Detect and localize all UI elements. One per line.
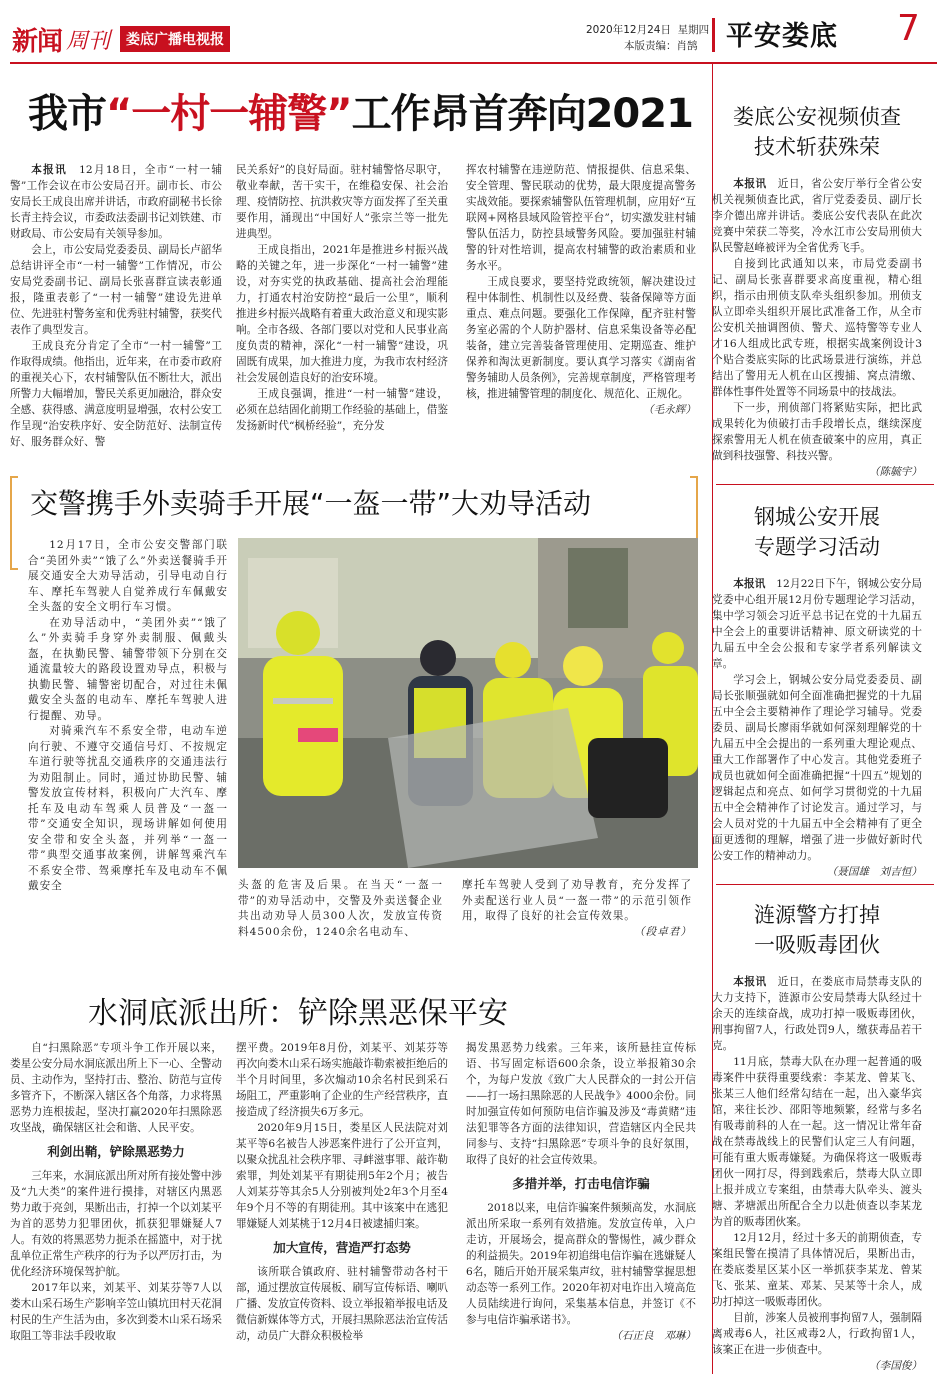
page-editor: 本版责编：肖鹄 [624, 40, 698, 52]
right-headline-3 [712, 900, 922, 960]
weekly-label: 周刊 [66, 28, 111, 54]
paragraph: 揭发黑恶势力线索。三年来，该所悬挂宣传标语、书写固定标语600余条，设立举报箱30余个，为每户发放《致广大人民群众的一封公开信——打一场扫黑除恶的人民战争》4000余份。同时加强宣传如何预防电信诈骗及涉及“毒黄赌”违法犯罪等各方面的法律知识，营造辖区内全民共同参与、支持“扫黑除恶”专项斗争的良好氛围，取得了良好的社会宣传效果。 [466, 1042, 696, 1166]
paragraph: 头盔的危害及后果。在当天“一盔一带”的劝导活动中，交警及外卖送餐企业共出动劝导人员300人次，发放宣传资料4500余份，1240余名电动车、 [238, 879, 443, 938]
paragraph: 摩托车驾驶人受到了劝导教育，充分发挥了外卖配送行业人员“一盔一带”的示范引领作用，取得了良好的社会宣传效果。 [462, 879, 692, 922]
paragraph: 11月底，禁毒大队在办理一起普通的吸毒案件中获得重要线索：李某龙、曾某飞、张某三人他们经常勾结在一起，出入豪华宾馆，来往长沙、邵阳等地频繁，经常与多名有吸毒前科的人在一起。这一情况让常年奋战在禁毒战线上的民警们认定三人有问题，可能有重大贩毒嫌疑。为确保将这一吸贩毒团伙一网打尽，得到践索后，禁毒大队立即上报并成立专案组，由禁毒大队牵头、渡头塘、茅塘派出所配合全力以赴侦查以李某龙为首的贩毒团伙案。 [712, 1056, 922, 1228]
right-story-2 [712, 576, 923, 878]
paragraph: 王成良指出，2021年是推进乡村振兴战略的关键之年，进一步深化“一村一辅警”建设，对夯实党的执政基础、提高社会治理能力，打通农村治安防控“最后一公里”，顺利推进乡村振兴战略有着重大政治意义和现实影响。全市各级、各部门要以对党和人民事业高度负责的精神，深化“一村一辅警”建设，巩固既有成果，加大推进力度，为我市农村经济社会发展创造良好的治安环境。 [236, 244, 448, 384]
paragraph: 12月17日，全市公安交警部门联合“美团外卖”“饿了么”外卖送餐骑手开展交通安全大劝导活动，引导电动自行车、摩托车驾驶人自觉养成行车佩戴安全头盔的安全文明行车习惯。 [28, 539, 228, 613]
paragraph: 本报讯 近日，省公安厅举行全省公安机关视频侦查比武，省厅党委委员、副厅长李介德出席并讲话。娄底公安代表队在此次竞赛中荣获二等奖，冷水江市公安局刑侦大队民警赵峰被评为全省优秀飞手。 [712, 178, 923, 254]
paragraph: 挥农村辅警在违逆防范、情报提供、信息采集、安全管理、警民联动的优势，最大限度提高警务实战效能。要探索辅警队伍管理机制，应用好“互联网+网格县域风险管控平台”，切实激发驻村辅警队伍活力，防控县域警务风险。要加强驻村辅警的针对性培训，提高农村辅警的政治素质和业务水平。 [466, 164, 696, 272]
right-headline-3-line-2: 一吸贩毒团伙 [754, 933, 880, 957]
byline: （聂国雄 刘吉恒） [826, 866, 922, 878]
story1-column-1 [10, 162, 222, 452]
section-title: 平安娄底 [726, 21, 838, 52]
dateline [586, 22, 709, 54]
right-story-1 [712, 176, 923, 478]
paragraph: 会上，市公安局党委委员、副局长卢韶华总结讲评全市“一村一辅警”工作情况，市公安局党委副书记、副局长张喜群宣读表彰通报，隆重表彰了“一村一辅警”建设先进单位、先进驻村警务室和优秀驻村辅警，获奖代表作了典型发言。 [10, 244, 222, 336]
paragraph: 2018以来，电信诈骗案件频频高发，水洞底派出所采取一系列有效措施。发放宣传单，入户走访，开展场会，提高群众的警惕性，减少群众的利益损失。2019年初追缉电信诈骗在逃嫌疑人6名，随后开始开展采集声纹，驻村辅警掌握思想动态等一系列工作。2020年初对电诈出入境高危人员陆续进行询问，采集基本信息，并签订《不参与电信诈骗承诺书》。 [466, 1202, 696, 1326]
lead-label: 本报讯 [733, 976, 767, 988]
story1-column-2 [236, 162, 448, 452]
lead-label: 本报讯 [733, 178, 767, 190]
paragraph: 学习会上，钢城公安分局党委委员、副局长张顺强就如何全面准确把握党的十九届五中全会主要精神作了理论学习辅导。党委委员、副局长廖雨华就如何深刻理解党的十九届五中全会提出的一系列重大理论观点、重大工作部署作了中心发言。其他党委班子成员也就如何全面准确把握“十四五”规划的逻辑起点和亮点、如何学习贯彻党的十九届五中全会精神作了讨论发言。通过学习，与会人员对党的十九届五中全会精神有了更全面更透彻的理解，增强了进一步做好新时代公安工作的精神动力。 [712, 674, 922, 862]
right-headline-1-line-1: 娄底公安视频侦查 [733, 105, 901, 129]
right-headline-2-line-2: 专题学习活动 [754, 535, 880, 559]
headline-1-part-a: 我市 [28, 91, 106, 137]
page-number: 7 [897, 8, 920, 49]
story1-column-3 [466, 162, 696, 452]
paragraph: 2020年9月15日，娄星区人民法院对刘某平等6名被告人涉恶案件进行了公开宣判，以聚众扰乱社会秩序罪、寻衅滋事罪、敲诈勒索罪，判处刘某平有期徒刑5年2个月；被告人刘某芬等其余5人分别被判处2年3个月至4年9个月不等的有期徒刑。其中该案中在逃犯罪嫌疑人刘某桃于12月4日被逮捕归案。 [236, 1122, 448, 1230]
paragraph: 本报讯 近日，在娄底市局禁毒支队的大力支持下，涟源市公安局禁毒大队经过十余天的连续奋战，成功打掉一吸贩毒团伙，刑事拘留7人，行政处罚9人，缴获毒品若干克。 [712, 976, 923, 1052]
news-photo [238, 538, 698, 868]
paragraph: 摆平费。2019年8月份，刘某平、刘某芬等再次向娄木山采石场实施敲诈勒索被拒绝后的半个月时间里，多次煽动10余名村民到采石场阻工，严重影响了企业的生产经营秩序，直接造成了经济损失6万多元。 [236, 1042, 448, 1118]
headline-3: 水洞底派出所：铲除黑恶保平安 [88, 996, 508, 1031]
issue-weekday: 星期四 [677, 24, 710, 36]
paragraph: 本报讯 12月22日下午，钢城公安分局党委中心组开展12月份专题理论学习活动，集中学习领会习近平总书记在党的十九届五中全会上的重要讲话精神、原文研读党的十九届五中全会公报和专家学者系列解读文章。 [712, 578, 923, 670]
byline: （李国俊） [869, 1360, 922, 1372]
paragraph: 在劝导活动中，“美团外卖”“饿了么”外卖骑手身穿外卖制服、佩戴头盔，在执勤民警、辅警带领下分别在交通流量较大的路段设置劝导点，积极与执勤民警、辅警密切配合，对过往未佩戴安全头盔的电动车、摩托车驾驶人进行提醒、劝导。 [28, 616, 228, 722]
story2-column-1 [28, 538, 228, 892]
byline: （毛永辉） [643, 404, 696, 416]
paragraph: 自“扫黑除恶”专项斗争工作开展以来，娄星公安分局水洞底派出所上下一心、全警动员、主动作为，坚持打击、整治、防范与宣传多管齐下，不断深入辖区各个角落，力求将黑恶势力连根拔起，坚决打赢2020年扫黑除恶攻坚战，确保辖区社会和谐、人民平安。 [10, 1042, 222, 1134]
headline-1-part-b: “一村一辅警” [106, 91, 352, 137]
paragraph: 该所联合镇政府、驻村辅警带动各村干部，通过摆放宣传展板、刷写宣传标语、喇叭广播、发放宣传资料、设立举报箱举报电话及微信新媒体等方式，开展扫黑除恶法治宣传活动，动员广大群众积极检举 [236, 1266, 448, 1342]
subheading: 加大宣传，营造严打态势 [273, 1240, 411, 1255]
paragraph: 下一步，刑侦部门将紧贴实际，把比武成果转化为侦破打击手段增长点，继续深度探索警用无人机在侦查破案中的应用，真正做到科技强警、科技兴警。 [712, 402, 922, 462]
byline: （段卓君） [634, 925, 692, 938]
lead-label: 本报讯 [31, 164, 68, 176]
headline-2: 交警携手外卖骑手开展“一盔一带”大劝导活动 [30, 487, 592, 520]
paragraph: 王成良充分肯定了全市“一村一辅警”工作取得成绩。他指出，近年来，在市委市政府的重视关心下，农村辅警队伍不断壮大，派出所警力大幅增加，警民关系更加融洽，群众安全感、获得感、满意度明显增强，农村公安工作呈现“治安秩序好、安全防范好、法制宣传好、服务群众好、警 [10, 340, 222, 448]
right-divider [716, 484, 934, 485]
paragraph: 民关系好”的良好局面。驻村辅警恪尽职守，敬业奉献，苦干实干，在维稳安保、社会治理、疫情防控、抗洪救灾等方面发挥了至关重要作用，涌现出“中国好人”张宗兰等一批先进典型。 [236, 164, 448, 240]
headline-1-part-c: 工作昂首奔向2021 [351, 91, 693, 137]
right-headline-1 [712, 102, 922, 162]
paragraph: 目前，涉案人员被刑事拘留7人，强制隔离戒毒6人，社区戒毒2人，行政拘留1人，该案正在进一步侦查中。 [712, 1312, 922, 1356]
paragraph: 2017年以来，刘某平、刘某芬等7人以娄木山采石场生产影响辛笠山镇坑田村天花洞村民的生产生活为由，多次到娄木山采石场采取阻工等非法手段收取 [10, 1282, 222, 1342]
paper-name: 新闻 [12, 26, 63, 57]
right-headline-2 [712, 502, 922, 562]
right-divider [716, 884, 934, 885]
header-rule [10, 62, 937, 64]
story3-column-2 [236, 1040, 448, 1370]
paragraph: 12月12月，经过十多天的前期侦查，专案组民警在摸清了具体情况后，果断出击，在娄底娄星区某小区一举抓获李某龙、曾某飞、张某、童某、邓某、吴某等十余人，成功打掉这一吸贩毒团伙。 [712, 1232, 922, 1308]
paragraph: 本报讯 12月18日，全市“一村一辅警”工作会议在市公安局召开。副市长、市公安局长王成良出席并讲话，市政府副秘书长徐长青主持会议，市委政法委副书记刘铁建、市财政局、市公安局有关领导参加。 [10, 164, 222, 240]
story3-column-1 [10, 1040, 222, 1370]
byline: （石正良 邓琳） [611, 1330, 696, 1342]
subheading: 利剑出鞘，铲除黑恶势力 [47, 1144, 185, 1159]
lead-label: 本报讯 [733, 578, 766, 590]
story2-column-3 [462, 878, 692, 960]
channel-badge: 娄底广播电视报 [120, 26, 230, 52]
paragraph: 三年来，水洞底派出所对所有接处警中涉及“九大类”的案件进行摸排，对辖区内黑恶势力敢于亮剑，果断出击，打掉一个以刘某平为首的恶势力犯罪团伙，抓获犯罪嫌疑人7人。有效的将黑恶势力扼杀在摇篮中，对于扰乱单位正常生产秩序的行为予以严厉打击，为优化经济环境保驾护航。 [10, 1170, 222, 1278]
paragraph: 王成良要求，要坚持党政统领，解决建设过程中体制性、机制性以及经费、装备保障等方面重点、难点问题。要强化工作保障，配齐驻村警务室必需的个人防护器材、信息采集设备等必配装备，建立完善装备管理使用、定期巡查、维护保养和淘汰更新制度。要认真学习落实《湖南省警务辅助人员条例》，完善规章制度，严格管理考核，推进辅警管理的制度化、规范化、正规化。 [466, 276, 696, 400]
story3-column-3 [466, 1040, 696, 1370]
subheading: 多措并举，打击电信诈骗 [512, 1176, 650, 1191]
right-headline-1-line-2: 技术斩获殊荣 [754, 135, 880, 159]
masthead [12, 22, 230, 56]
right-story-3 [712, 974, 922, 1374]
photo-illustration [238, 538, 698, 868]
issue-date: 2020年12月24日 [586, 24, 671, 36]
paragraph: 自接到比武通知以来，市局党委副书记、副局长张喜群要求高度重视，精心组织，指示由刑侦支队牵头组织参加。刑侦支队立即牵头组织开展比武准备工作，从全市公安机关抽调图侦、警犬、巡特警等专业人才16人组成比武专班，根据实战案例设计3个贴合娄底实际的比武场景进行演练，并总结出了警用无人机在山区搜捕、窝点清缴、群体性事件处置等不同场景中的技战法。 [712, 258, 922, 398]
headline-1 [28, 82, 693, 139]
paragraph: 王成良强调，推进“一村一辅警”建设，必须在总结固化前期工作经验的基础上，借鉴发扬新时代“枫桥经验”，充分发 [236, 388, 448, 432]
story2-column-2 [238, 878, 443, 960]
byline: （陈毓宇） [869, 466, 922, 478]
box-bracket-left [10, 476, 18, 570]
right-headline-2-line-1: 钢城公安开展 [754, 505, 880, 529]
paragraph: 对骑乘汽车不系安全带，电动车逆向行驶、不遵守交通信号灯、不按规定车道行驶等扰乱交通秩序的交通违法行为劝阻制止。同时，通过协助民警、辅警发放宣传材料，积极向广大汽车、摩托车及电动车驾乘人员普及“一盔一带”交通安全知识，现场讲解如何使用安全带和安全头盔，并列举“一盔一带”典型交通事故案例，讲解驾乘汽车不系安全带、驾乘摩托车及电动车不佩戴安全 [28, 725, 228, 892]
right-headline-3-line-1: 涟源警方打掉 [754, 903, 880, 927]
header-divider [712, 18, 715, 52]
